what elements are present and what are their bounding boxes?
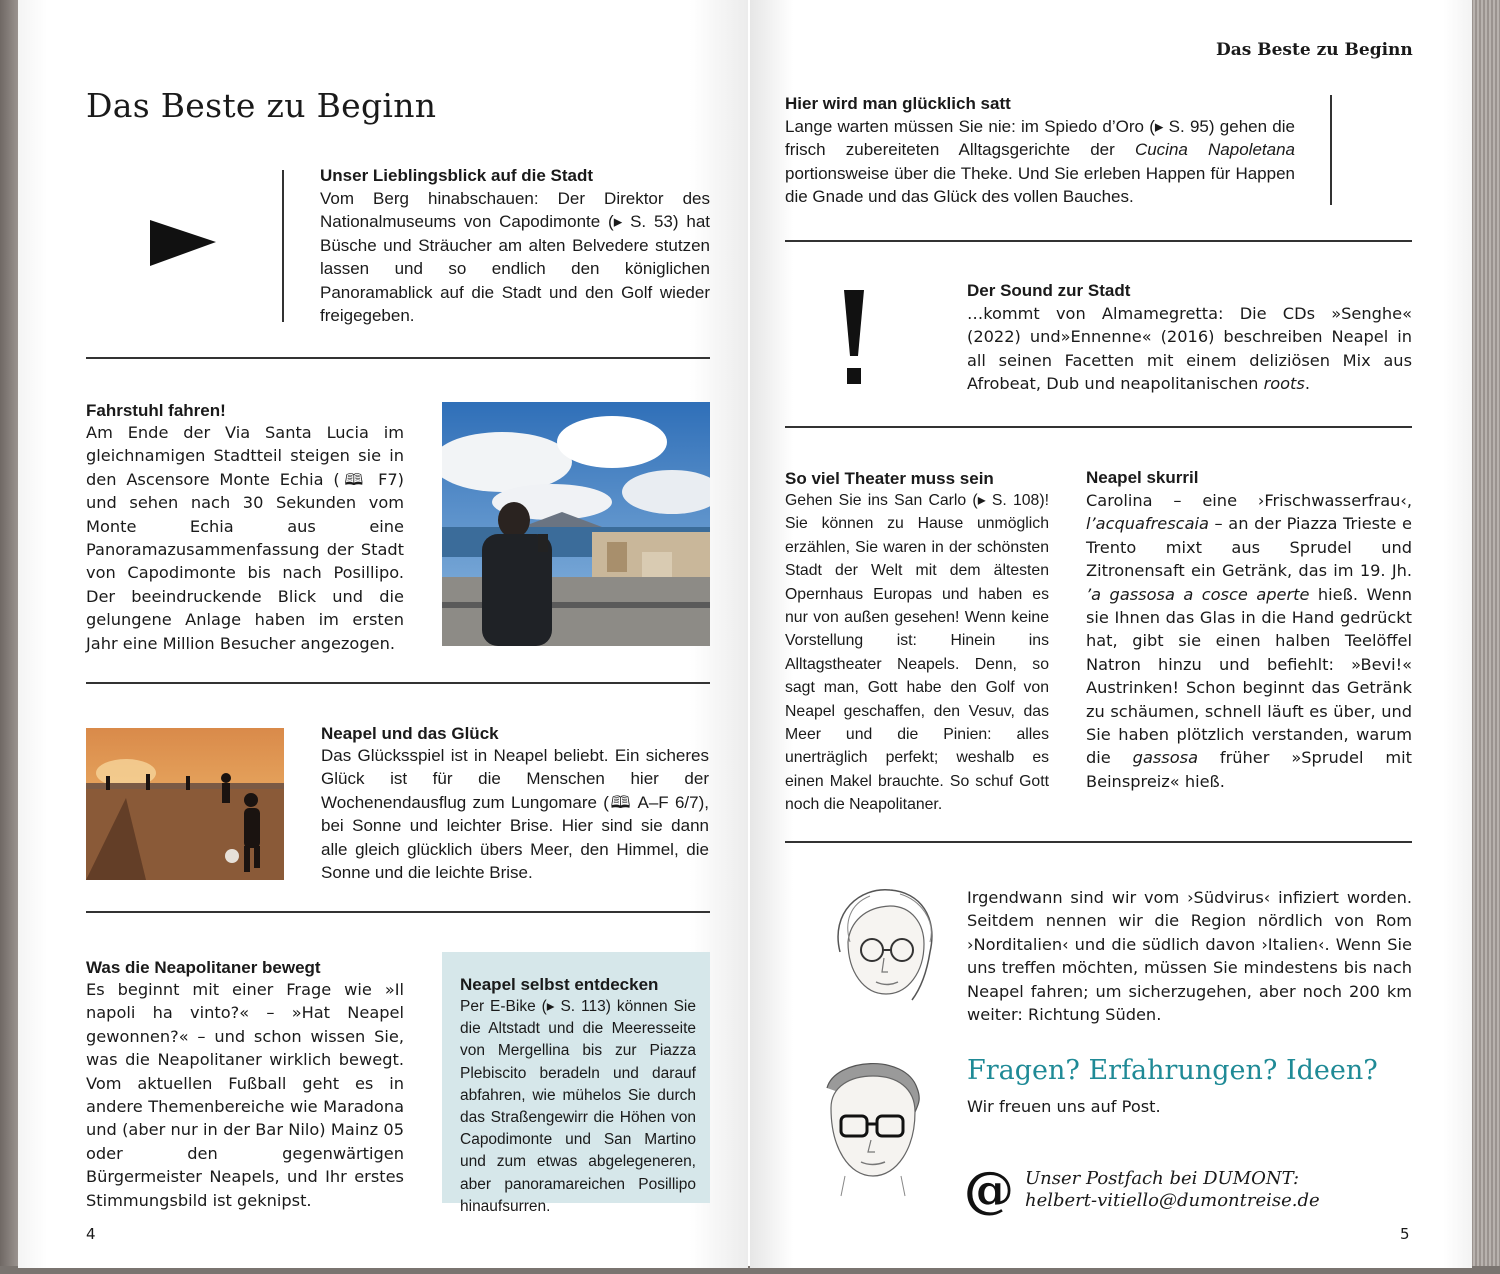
author-portrait-man bbox=[805, 1048, 940, 1198]
book-page-edges-right bbox=[1472, 0, 1500, 1274]
section-title-lieblingsblick: Unser Lieblingsblick auf die Stadt bbox=[320, 166, 593, 185]
section-title-glueck: Neapel und das Glück bbox=[321, 724, 499, 743]
section-text-sound bbox=[967, 302, 1412, 396]
section-vertical-rule bbox=[282, 170, 284, 322]
sound-text-a: …kommt von Almamegretta: Die CDs »Senghe« (2022) und»Ennenne« (2016) beschreiben Neapel in all seinen Facetten mit einem deliziösen Mix aus Afrobeat, Dub und neapolitanischen bbox=[967, 304, 1412, 394]
section-title-bewegt: Was die Neapolitaner bewegt bbox=[86, 958, 321, 977]
skurril-text-c: hieß. Wenn sie Ihnen das Glas in die Hand gedrückt hat, gibt sie einen halben Teelöffel Natron hinzu und befiehlt: »Bevi!« Austrinken! Schon beginnt das Getränk zu schäumen, schnell läuft es über, und Sie haben plötzlich verstanden, warum die bbox=[1086, 584, 1412, 768]
section-title-fahrstuhl: Fahrstuhl fahren! bbox=[86, 401, 226, 420]
page-number-left: 4 bbox=[86, 1225, 96, 1243]
section-title-sound: Der Sound zur Stadt bbox=[967, 281, 1131, 300]
question-heading: Fragen? Erfahrungen? Ideen? bbox=[967, 1055, 1378, 1086]
exclamation-icon bbox=[840, 290, 868, 386]
invite-text: Wir freuen uns auf Post. bbox=[967, 1097, 1161, 1116]
divider bbox=[86, 357, 710, 359]
left-page bbox=[18, 0, 748, 1268]
infobox-neapel-entdecken bbox=[442, 952, 710, 1215]
skurril-text-italic-b: ’a gassosa a cosce aperte bbox=[1086, 584, 1310, 604]
skurril-text-italic-a: l’acquafrescaia bbox=[1086, 514, 1209, 534]
section-title-theater: So viel Theater muss sein bbox=[785, 469, 994, 488]
divider bbox=[785, 240, 1412, 242]
skurril-text-italic-c: gassosa bbox=[1132, 748, 1198, 768]
author-portrait-woman bbox=[820, 882, 950, 1012]
sound-text-italic: roots bbox=[1263, 374, 1305, 394]
satt-text-italic: Cucina Napoletana bbox=[1134, 140, 1295, 160]
mailbox-address[interactable]: helbert-vitiello@dumontreise.de bbox=[1025, 1190, 1320, 1211]
section-title-skurril: Neapel skurril bbox=[1086, 468, 1199, 487]
at-symbol-icon: @ bbox=[964, 1160, 1014, 1219]
section-text-lieblingsblick: Vom Berg hinabschauen: Der Direktor des Nationalmuseums von Capodimonte (▸ S. 53) hat Büsche und Sträucher am alten Belvedere stutzen lassen und so endlich den königlichen Panoramablick auf die Stadt und den Golf wieder freigegeben. bbox=[320, 189, 710, 326]
satt-text-b: portionsweise über die Theke. Und Sie erleben Happen für Happen die Gnade und das Glück des vollen Bauches. bbox=[785, 163, 1295, 207]
running-header: Das Beste zu Beginn bbox=[1216, 40, 1413, 60]
mailbox-label: Unser Postfach bei DUMONT: bbox=[1025, 1168, 1300, 1189]
skurril-text-b: – an der Piazza Trieste e Trento mixt aus Sprudel und Zitronensaft ein Getränk, das im 19. Jh. bbox=[1086, 514, 1412, 581]
section-text-satt bbox=[785, 115, 1295, 209]
photo-monte-echia-view bbox=[442, 402, 710, 646]
satt-text-a: Lange warten müssen Sie nie: im Spiedo d’Oro (▸ S. 95) gehen die frisch zubereiteten Alltagsgerichte der bbox=[785, 117, 1295, 160]
book-cover-edge-left bbox=[0, 0, 18, 1274]
section-title-satt: Hier wird man glücklich satt bbox=[785, 94, 1011, 113]
infobox-text: Per E-Bike (▸ S. 113) können Sie die Altstadt und die Meeresseite von Mergellina bis zur Piazza Plebiscito beradeln und darauf abfahren, wie mühelos Sie durch das Straßengewirr die Höhen von Capodimonte und San Martino und zum etwas abgelegeneren, aber panoramareichen Posillipo hinaufsurren. bbox=[460, 998, 696, 1215]
divider bbox=[785, 841, 1412, 843]
skurril-text-d: früher »Sprudel mit Beinspreiz« hieß. bbox=[1086, 748, 1412, 791]
play-triangle-icon bbox=[148, 218, 218, 268]
page-number-right: 5 bbox=[1400, 1225, 1410, 1243]
page-title: Das Beste zu Beginn bbox=[86, 86, 437, 125]
section-text-theater: Gehen Sie ins San Carlo (▸ S. 108)! Sie können zu Hause unmöglich erzählen, Sie waren in der schönsten Stadt der Welt mit dem ältesten Opernhaus Europas und haben es nur von außen gesehen! Wenn keine Vorstellung ist: Hinein ins Alltagstheater Neapels. Denn, so sagt man, Gott habe den Golf von Neapel geschaffen, den Vesuv, das Meer und die Pinien: alles unerträglich perfekt; weshalb es einen Makel brauchte. So schuf Gott noch die Neapolitaner. bbox=[785, 492, 1049, 814]
section-text-glueck: Das Glücksspiel ist in Neapel beliebt. Ein sicheres Glück ist für die Menschen hier der Wochenendausflug zum Lungomare (🕮 A–F 6/7), bei Sonne und leichter Brise. Hier sind sie dann alle gleich glücklich übers Meer, den Himmel, die Sonne und die leichte Brise. bbox=[321, 746, 709, 883]
infobox-title: Neapel selbst entdecken bbox=[460, 975, 659, 994]
authors-text: Irgendwann sind wir vom ›Südvirus‹ infiziert worden. Seitdem nennen wir die Region nördlich von Rom ›Norditalien‹ und die südlich davon ›Italien‹. Wenn Sie uns treffen möchten, müssen Sie mindestens bis nach Neapel fahren; um sicherzugehen, aber noch 200 km weiter: Richtung Süden. bbox=[967, 888, 1412, 1025]
section-text-bewegt: Es beginnt mit einer Frage wie »Il napoli ha vinto?« – »Hat Neapel gewonnen?« – und schon wissen Sie, was die Neapolitaner wirklich bewegt. Vom aktuellen Fußball geht es in andere Themenbereiche wie Maradona und (aber nur in der Bar Nilo) Mainz 05 oder den gegenwärtigen Bürgermeister Neapels, und Ihr erstes Stimmungsbild ist geknipst. bbox=[86, 980, 404, 1210]
photo-lungomare-sunset bbox=[86, 728, 284, 880]
sound-text-b: . bbox=[1304, 374, 1310, 394]
divider bbox=[785, 426, 1412, 428]
section-vertical-rule bbox=[1330, 95, 1332, 205]
skurril-text-a: Carolina – eine ›Frischwasserfrau‹, bbox=[1086, 491, 1412, 510]
divider bbox=[86, 911, 710, 913]
right-page bbox=[750, 0, 1472, 1268]
section-text-skurril bbox=[1086, 489, 1412, 793]
section-text-fahrstuhl: Am Ende der Via Santa Lucia im gleichnamigen Stadtteil steigen sie in den Ascensore Monte Echia (🕮 F7) und sehen nach 30 Sekunden vom Monte Echia aus eine Panoramazusammenfassung der Stadt von Capodimonte bis nach Posillipo. Der beeindruckende Blick und die gelungene Anlage haben im ersten Jahr eine Million Besucher angezogen. bbox=[86, 423, 404, 653]
divider bbox=[86, 682, 710, 684]
